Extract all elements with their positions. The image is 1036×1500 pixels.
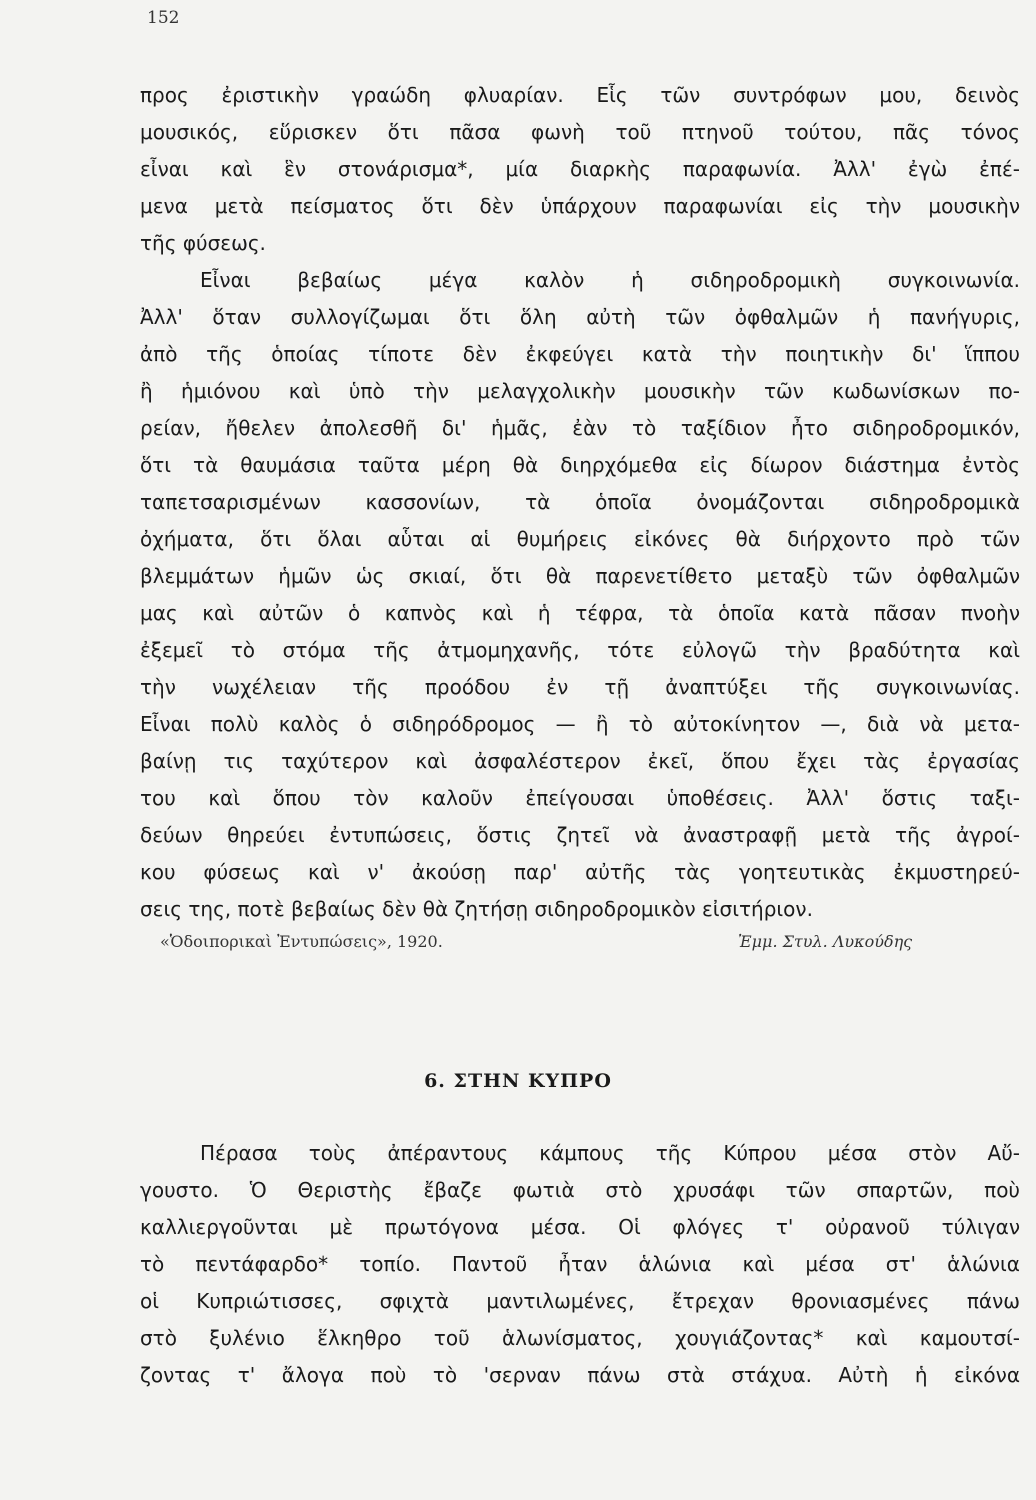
text-line: ἐξεμεῖ τὸ στόμα τῆς ἀτμομηχανῆς, τότε εὐλογῶ τὴν βραδύτητα καὶ (140, 638, 1020, 662)
text-line: δεύων θηρεύει ἐντυπώσεις, ὅστις ζητεῖ νὰ ἀναστραφῇ μετὰ τῆς ἀγροί- (140, 823, 1020, 847)
text-line: ρείαν, ἤθελεν ἀπολεσθῆ δι' ἡμᾶς, ἐὰν τὸ ταξίδιον ἦτο σιδηροδρομικόν, (140, 416, 1020, 440)
text-line: ζοντας τ' ἄλογα ποὺ τὸ 'σερναν πάνω στὰ στάχυα. Αὐτὴ ἡ εἰκόνα (140, 1363, 1020, 1387)
text-line: Πέρασα τοὺς ἀπέραντους κάμπους τῆς Κύπρου μέσα στὸν Αὔ- (200, 1141, 1020, 1165)
text-line: προς ἐριστικὴν γραώδη φλυαρίαν. Εἷς τῶν συντρόφων μου, δεινὸς (140, 83, 1020, 107)
text-line: γουστο. Ὁ Θεριστὴς ἔβαζε φωτιὰ στὸ χρυσάφι τῶν σπαρτῶν, ποὺ (140, 1178, 1020, 1202)
text-line: βαίνῃ τις ταχύτερον καὶ ἀσφαλέστερον ἐκεῖ, ὅπου ἔχει τὰς ἐργασίας (140, 749, 1020, 773)
text-line: καλλιεργοῦνται μὲ πρωτόγονα μέσα. Οἱ φλόγες τ' οὐρανοῦ τύλιγαν (140, 1215, 1020, 1239)
text-line: κου φύσεως καὶ ν' ἀκούσῃ παρ' αὐτῆς τὰς γοητευτικὰς ἐκμυστηρεύ- (140, 860, 1020, 884)
text-line: Εἶναι βεβαίως μέγα καλὸν ἡ σιδηροδρομικὴ συγκοινωνία. (200, 268, 1020, 292)
text-line: τὸ πεντάφαρδο* τοπίο. Παντοῦ ἦταν ἁλώνια καὶ μέσα στ' ἁλώνια (140, 1252, 1020, 1276)
text-line: βλεμμάτων ἡμῶν ὡς σκιαί, ὅτι θὰ παρενετίθετο μεταξὺ τῶν ὀφθαλμῶν (140, 564, 1020, 588)
section-heading: 6. ΣΤΗΝ ΚΥΠΡΟ (424, 1070, 612, 1092)
text-line: ταπετσαρισμένων κασσονίων, τὰ ὁποῖα ὀνομάζονται σιδηροδρομικὰ (140, 490, 1020, 514)
attribution (160, 932, 980, 960)
text-line: του καὶ ὅπου τὸν καλοῦν ἐπείγουσαι ὑποθέσεις. Ἀλλ' ὅστις ταξι- (140, 786, 1020, 810)
text-line: ἀπὸ τῆς ὁποίας τίποτε δὲν ἐκφεύγει κατὰ τὴν ποιητικὴν δι' ἵππου (140, 342, 1020, 366)
text-line: τῆς φύσεως. (140, 231, 266, 255)
text-line: οἱ Κυπριώτισσες, σφιχτὰ μαντιλωμένες, ἔτρεχαν θρονιασμένες πάνω (140, 1289, 1020, 1313)
text-line: Ἀλλ' ὅταν συλλογίζωμαι ὅτι ὅλη αὐτὴ τῶν ὀφθαλμῶν ἡ πανήγυρις, (140, 305, 1020, 329)
text-line: μενα μετὰ πείσματος ὅτι δὲν ὑπάρχουν παραφωνίαι εἰς τὴν μουσικὴν (140, 194, 1020, 218)
text-line: στὸ ξυλένιο ἕλκηθρο τοῦ ἁλωνίσματος, χουγιάζοντας* καὶ καμουτσί- (140, 1326, 1020, 1350)
page-number: 152 (147, 8, 180, 28)
text-line: σεις της, ποτὲ βεβαίως δὲν θὰ ζητήσῃ σιδηροδρομικὸν εἰσιτήριον. (140, 897, 813, 921)
text-line: εἶναι καὶ ἓν στονάρισμα*, μία διαρκὴς παραφωνία. Ἀλλ' ἐγὼ ἐπέ- (140, 157, 1020, 181)
text-line: τὴν νωχέλειαν τῆς προόδου ἐν τῇ ἀναπτύξει τῆς συγκοινωνίας. (140, 675, 1020, 699)
text-line: ὀχήματα, ὅτι ὅλαι αὗται αἱ θυμήρεις εἰκόνες θὰ διήρχοντο πρὸ τῶν (140, 527, 1020, 551)
text-line: ἢ ἡμιόνου καὶ ὑπὸ τὴν μελαγχολικὴν μουσικὴν τῶν κωδωνίσκων πο- (140, 379, 1020, 403)
source-citation: «Ὁδοιπορικαὶ Ἐντυπώσεις», 1920. (160, 932, 443, 951)
text-line: μας καὶ αὐτῶν ὁ καπνὸς καὶ ἡ τέφρα, τὰ ὁποῖα κατὰ πᾶσαν πνοὴν (140, 601, 1020, 625)
text-line: μουσικός, εὕρισκεν ὅτι πᾶσα φωνὴ τοῦ πτηνοῦ τούτου, πᾶς τόνος (140, 120, 1020, 144)
text-line: ὅτι τὰ θαυμάσια ταῦτα μέρη θὰ διηρχόμεθα εἰς δίωρον διάστημα ἐντὸς (140, 453, 1020, 477)
author-name: Ἐμμ. Στυλ. Λυκούδης (738, 932, 913, 951)
text-line: Εἶναι πολὺ καλὸς ὁ σιδηρόδρομος — ἢ τὸ αὐτοκίνητον —, διὰ νὰ μετα- (140, 712, 1020, 736)
